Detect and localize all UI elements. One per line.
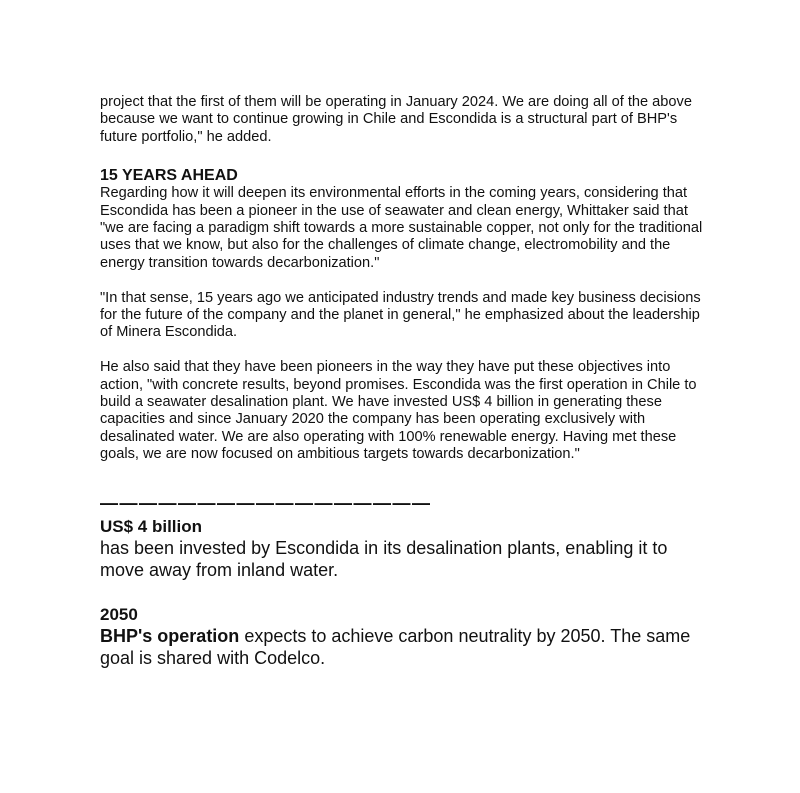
spacer <box>100 582 710 604</box>
highlight-title-investment: US$ 4 billion <box>100 516 203 536</box>
highlight-text-investment: has been invested by Escondida in its desalination plants, enabling it to move away from inland water. <box>100 537 668 581</box>
intro-paragraph: project that the first of them will be operating in January 2024. We are doing all of the above because we want to continue growing in Chile and Escondida is a structural part of BHP's future portfolio," he added. <box>100 94 692 145</box>
article-page <box>100 94 710 670</box>
spacer <box>100 146 710 166</box>
paragraph-pioneers: He also said that they have been pioneers in the way they have put these objectives into action, "with concrete results, beyond promises. Escondida was the first operation in Chile to build a seawater desalination plant. We have invested US$ 4 billion in generating these capacities and since January 2020 the company has been operating exclusively with desalinated water. We are also operating with 100% renewable energy. Having met these goals, we are now focused on ambitious targets towards decarbonization." <box>100 359 697 463</box>
highlight-title-2050: 2050 <box>100 604 138 624</box>
spacer <box>100 272 710 289</box>
highlight-body: expects to achieve carbon neutrality by 2050. The same goal is shared with Codelco. <box>100 625 691 669</box>
section-divider: ————————————————— <box>100 492 432 513</box>
paragraph-anticipated-trends: "In that sense, 15 years ago we anticipated industry trends and made key business decisions for the future of the company and the planet in general," he emphasized about the leadership of Minera Escondida. <box>100 289 701 341</box>
section-heading: 15 YEARS AHEAD <box>100 167 238 185</box>
highlight-bold-lead: BHP's operation <box>100 625 240 646</box>
spacer <box>100 342 710 359</box>
spacer <box>100 464 710 494</box>
highlight-text-2050 <box>100 625 710 670</box>
paragraph-whittaker-quote: Regarding how it will deepen its environmental efforts in the coming years, considering that Escondida has been a pioneer in the use of seawater and clean energy, Whittaker said that "we are facing a paradigm shift towards a more sustainable copper, not only for the traditional uses that we know, but also for the challenges of climate change, electromobility and the energy transition towards decarbonization." <box>100 185 703 271</box>
